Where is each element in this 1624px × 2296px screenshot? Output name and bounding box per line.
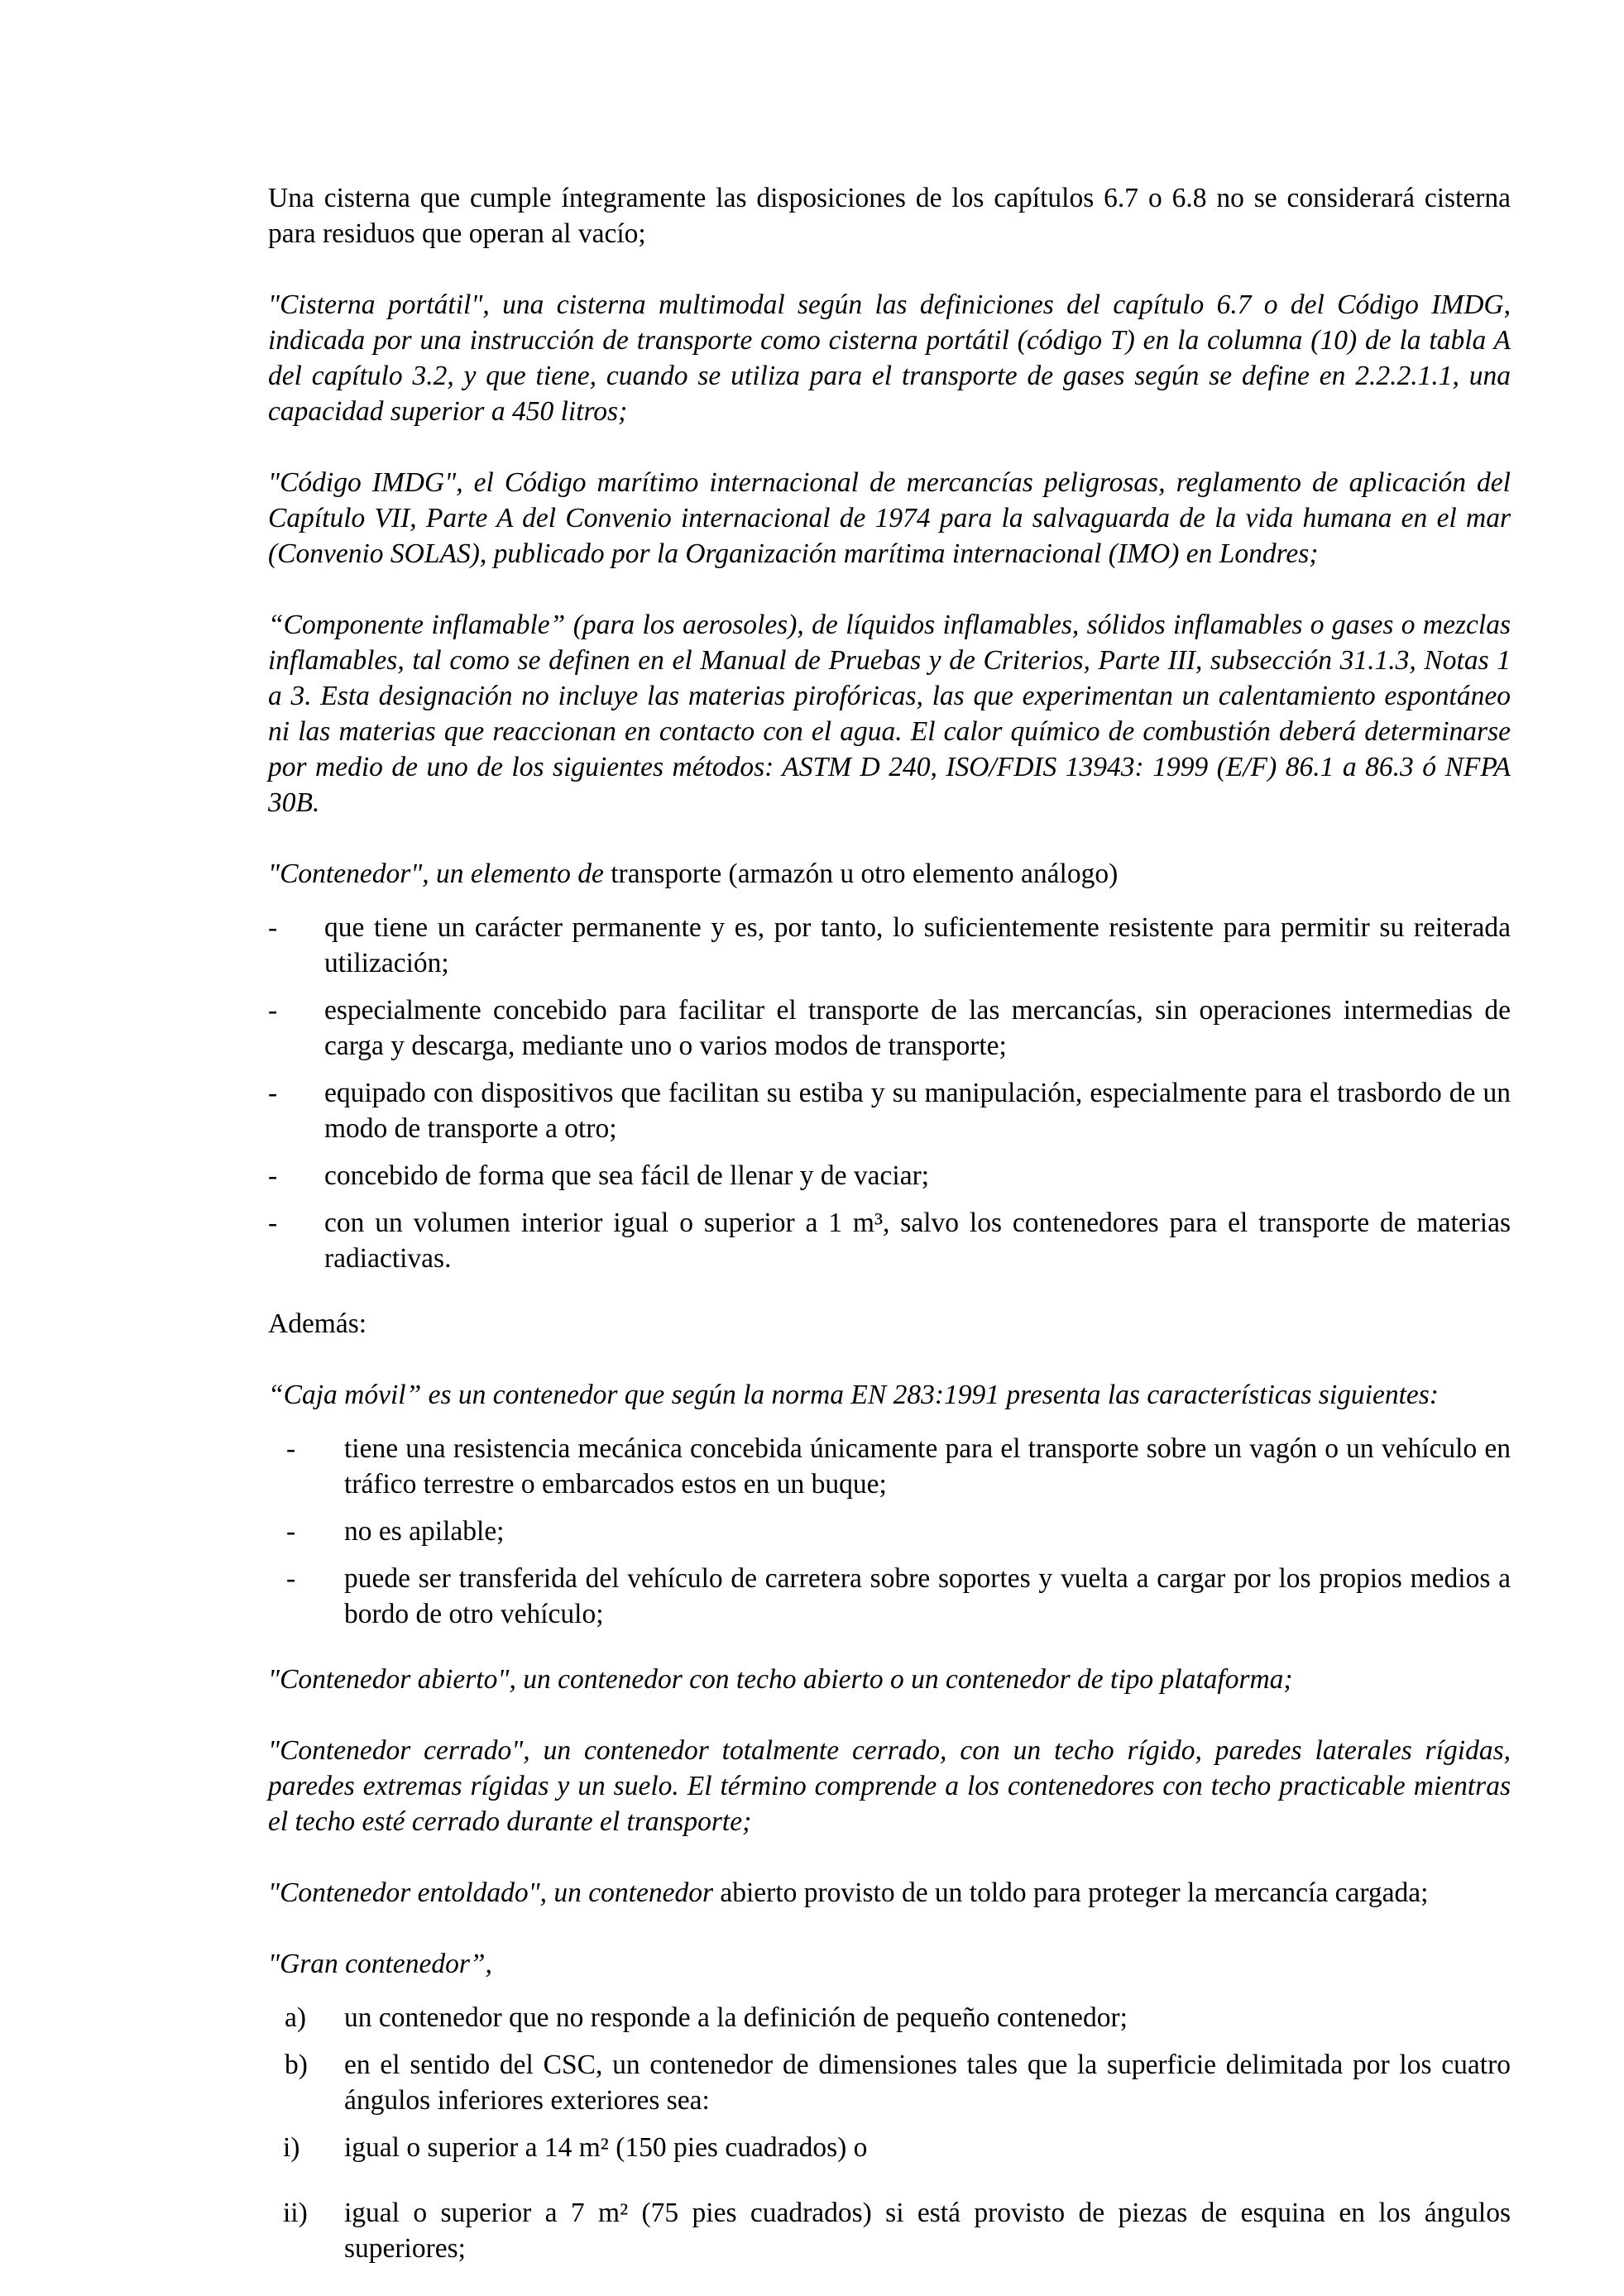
contenedor-characteristics-list xyxy=(268,910,1511,1276)
list-item xyxy=(268,1561,1511,1632)
list-item xyxy=(268,993,1511,1064)
list-item xyxy=(268,1431,1511,1502)
gran-contenedor-list xyxy=(268,2000,1511,2118)
list-marker: - xyxy=(268,1160,278,1191)
list-item xyxy=(268,1075,1511,1146)
list-item xyxy=(268,910,1511,981)
definition-gran-contenedor: "Gran contenedor”, xyxy=(268,1949,492,1979)
surface-conditions-list xyxy=(268,2130,1511,2266)
list-item xyxy=(268,1514,1511,1549)
definition-contenedor xyxy=(268,856,1511,892)
list-item xyxy=(268,2195,1511,2266)
list-marker: - xyxy=(268,1078,278,1108)
list-item xyxy=(268,2000,1511,2035)
list-item-text: no es apilable; xyxy=(344,1516,505,1547)
list-item-text: en el sentido del CSC, un contenedor de dimensiones tales que la superficie delimitada por los cuatro ángulos inferiores exteriores sea: xyxy=(344,2050,1511,2116)
definition-contenedor-entoldado-text: abierto provisto de un toldo para proteger la mercancía cargada; xyxy=(713,1877,1429,1908)
caja-movil-characteristics-list xyxy=(268,1431,1511,1632)
definition-caja-movil: “Caja móvil” es un contenedor que según la norma EN 283:1991 presenta las características siguientes: xyxy=(268,1380,1439,1410)
list-item-text: tiene una resistencia mecánica concebida únicamente para el transporte sobre un vagón o un vehículo en tráfico terrestre o embarcados estos en un buque; xyxy=(344,1433,1511,1500)
paragraph-ademas: Además: xyxy=(268,1308,367,1339)
definition-contenedor-entoldado xyxy=(268,1875,1511,1911)
definition-componente-inflamable: “Componente inflamable” (para los aerosoles), de líquidos inflamables, sólidos inflamables o gases o mezclas inflamables, tal como se definen en el Manual de Pruebas y de Criterios, Parte III, subsección 31.1.3, Notas 1 a 3. Esta designación no incluye las materias pirofóricas, las que experimentan un calentamiento espontáneo ni las materias que reaccionan en contacto con el agua. El calor químico de combustión deberá determinarse por medio de uno de los siguientes métodos: ASTM D 240, ISO/FDIS 13943: 1999 (E/F) 86.1 a 86.3 ó NFPA 30B. xyxy=(268,610,1511,818)
list-item xyxy=(268,2130,1511,2165)
definition-contenedor-text: transporte (armazón u otro elemento análogo) xyxy=(603,859,1119,889)
list-item-text: equipado con dispositivos que facilitan su estiba y su manipulación, especialmente para el trasbordo de un modo de transporte a otro; xyxy=(324,1078,1511,1144)
list-marker: b) xyxy=(285,2050,308,2080)
list-item-text: que tiene un carácter permanente y es, por tanto, lo suficientemente resistente para permitir su reiterada utilización; xyxy=(324,912,1511,978)
list-marker: ii) xyxy=(283,2198,308,2228)
list-marker: - xyxy=(286,1516,296,1547)
definition-contenedor-cerrado: "Contenedor cerrado", un contenedor totalmente cerrado, con un techo rígido, paredes laterales rígidas, paredes extremas rígidas y un suelo. El término comprende a los contenedores con techo practicable mientras el techo esté cerrado durante el transporte; xyxy=(268,1735,1511,1837)
definition-contenedor-term: "Contenedor", un elemento de xyxy=(268,859,604,889)
list-item-text: igual o superior a 7 m² (75 pies cuadrados) si está provisto de piezas de esquina en los ángulos superiores; xyxy=(344,2198,1511,2264)
list-marker: - xyxy=(268,1208,278,1238)
document-page xyxy=(268,180,1511,2296)
definition-contenedor-entoldado-term: "Contenedor entoldado", un contenedor xyxy=(268,1877,713,1908)
list-item-text: especialmente concebido para facilitar el transporte de las mercancías, sin operaciones intermedias de carga y descarga, mediante uno o varios modos de transporte; xyxy=(324,995,1511,1061)
list-item-text: puede ser transferida del vehículo de carretera sobre soportes y vuelta a cargar por los propios medios a bordo de otro vehículo; xyxy=(344,1563,1511,1629)
definition-contenedor-abierto: "Contenedor abierto", un contenedor con techo abierto o un contenedor de tipo plataforma; xyxy=(268,1664,1293,1695)
paragraph-cisterna-residuos: Una cisterna que cumple íntegramente las disposiciones de los capítulos 6.7 o 6.8 no se considerará cisterna para residuos que operan al vacío; xyxy=(268,183,1511,249)
definition-codigo-imdg: "Código IMDG", el Código marítimo internacional de mercancías peligrosas, reglamento de aplicación del Capítulo VII, Parte A del Convenio internacional de 1974 para la salvaguarda de la vida humana en el mar (Convenio SOLAS), publicado por la Organización marítima internacional (IMO) en Londres; xyxy=(268,467,1511,569)
list-item-text: un contenedor que no responde a la definición de pequeño contenedor; xyxy=(344,2002,1128,2033)
list-item xyxy=(268,2047,1511,2118)
list-item-text: igual o superior a 14 m² (150 pies cuadrados) o xyxy=(344,2132,868,2163)
list-item xyxy=(268,1158,1511,1193)
list-marker: a) xyxy=(285,2002,307,2033)
list-marker: - xyxy=(268,912,278,943)
list-marker: - xyxy=(286,1433,296,1464)
list-item-text: concebido de forma que sea fácil de llenar y de vaciar; xyxy=(324,1160,930,1191)
list-marker: - xyxy=(286,1563,296,1594)
list-marker: i) xyxy=(283,2132,300,2163)
list-item-text: con un volumen interior igual o superior a 1 m³, salvo los contenedores para el transporte de materias radiactivas. xyxy=(324,1208,1511,1274)
definition-cisterna-portatil: "Cisterna portátil", una cisterna multimodal según las definiciones del capítulo 6.7 o del Código IMDG, indicada por una instrucción de transporte como cisterna portátil (código T) en la columna (10) de la tabla A del capítulo 3.2, y que tiene, cuando se utiliza para el transporte de gases según se define en 2.2.2.1.1, una capacidad superior a 450 litros; xyxy=(268,289,1511,427)
list-marker: - xyxy=(268,995,278,1026)
list-item xyxy=(268,1205,1511,1276)
